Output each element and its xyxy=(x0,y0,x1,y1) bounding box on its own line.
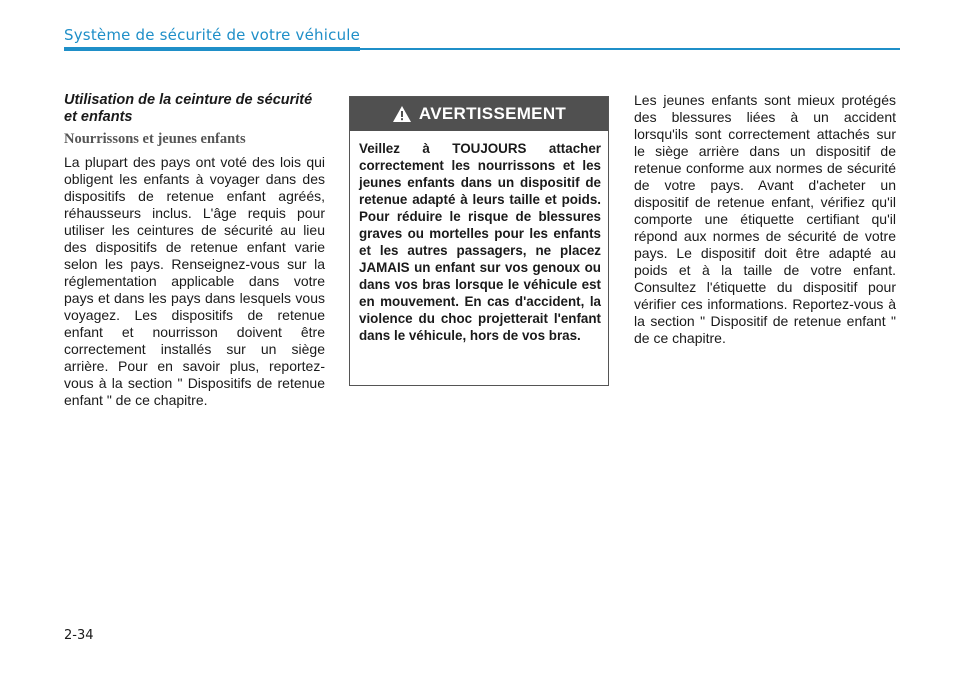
warning-box xyxy=(349,96,609,386)
right-paragraph: Les jeunes enfants sont mieux protégés des blessures liées à un accident lorsqu'ils sont correctement attachés sur le siège arrière dans un dispositif de retenue conforme aux normes de sécurité de votre pays. Avant d'acheter un dispositif de retenue enfant, vérifiez qu'il comporte une étiquette certifiant qu'il répond aux normes de sécurité de votre pays. Le dispositif doit être adapté au poids et à la taille de votre enfant. Consultez l'étiquette du dispositif pour vérifier ces informations. Reportez-vous à la section " Dispositif de retenue enfant " de ce chapitre. xyxy=(634,92,896,346)
header-rule-accent xyxy=(64,47,360,51)
chapter-title: Système de sécurité de votre véhicule xyxy=(64,26,361,44)
left-paragraph: La plupart des pays ont voté des lois qui obligent les enfants à voyager dans des dispositifs de retenue enfant agréés, réhausseurs inclus. L'âge requis pour utiliser les ceintures de sécurité au lieu des dispositifs de retenue enfant varie selon les pays. Renseignez-vous sur la réglementation applicable dans votre pays et dans les pays dans lesquels vous voyagez. Les dispositifs de retenue enfant et nourrisson doivent être correctement installés sur un siège arrière. Pour en savoir plus, reportez-vous à la section " Dispositifs de retenue enfant " de ce chapitre. xyxy=(64,154,325,408)
page-number: 2-34 xyxy=(64,628,94,643)
header-rule xyxy=(360,48,900,50)
right-column xyxy=(634,92,896,347)
warning-text: Veillez à TOUJOURS attacher correctement les nourrissons et les jeunes enfants dans un dispositif de retenue adapté à leurs taille et poids. Pour réduire le risque de blessures graves ou mortelles pour les enfants et les autres passagers, ne placez JAMAIS un enfant sur vos genoux ou dans vos bras lorsque le véhicule est en mouvement. En cas d'accident, la violence du choc projetterait l'enfant dans le véhicule, hors de vos bras. xyxy=(359,141,601,343)
warning-title: AVERTISSEMENT xyxy=(418,104,567,123)
left-column xyxy=(64,92,325,409)
section-heading: Utilisation de la ceinture de sécurité et enfants xyxy=(64,92,313,125)
sub-heading: Nourrissons et jeunes enfants xyxy=(64,131,246,147)
warning-triangle-icon xyxy=(392,105,412,123)
warning-header xyxy=(350,97,608,131)
